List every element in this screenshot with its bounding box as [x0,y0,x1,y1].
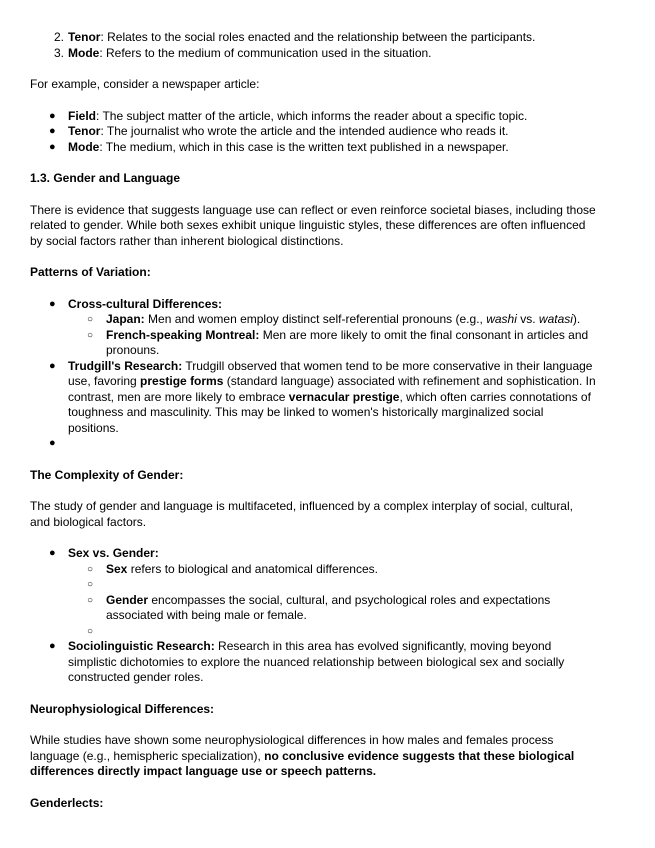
term-definition: : The medium, which in this case is the written text published in a newspaper. [99,139,509,154]
complexity-paragraph: The study of gender and language is multifaceted, influenced by a complex interplay of social, cultural, and biological factors. [30,499,573,529]
complexity-heading [30,468,596,484]
section-heading-text: 1.3. Gender and Language [30,171,181,185]
neuro-paragraph: While studies have shown some neurophysiological differences in how males and females process language (e.g., hemispheric specialization), no conclusive evidence suggests that these biological differences directly impact language use or speech patterns. [30,733,575,778]
bullet-icon: ● [49,359,56,372]
bullet-icon: ● [49,140,56,153]
list-item: ○ French-speaking Montreal: Men are more likely to omit the final consonant in articles and pronouns. [87,327,589,357]
sex-gender-label: Sex vs. Gender: [68,546,159,560]
empty-list-item [68,624,596,640]
list-item [30,46,596,62]
list-number: 3. [53,45,64,60]
term-definition: : The subject matter of the article, which informs the reader about a specific topic. [96,108,528,123]
circle-bullet-icon: ○ [87,314,94,325]
list-item [30,109,596,125]
term-label: Mode [68,45,100,60]
circle-bullet-icon: ○ [87,625,94,637]
cross-cultural-sublist [68,312,596,359]
term-label: Tenor [68,124,101,138]
empty-list-item [30,436,596,452]
bullet-icon: ● [49,640,56,652]
intro-paragraph: There is evidence that suggests language use can reflect or even reinforce societal biases, including those related to gender. While both sexes exhibit unique linguistic styles, these differences are often influenced by social factors rather than inherent biological distinctions. [30,202,596,248]
neuro-heading-text: Neurophysiological Differences: [30,701,215,716]
document-page [30,30,596,811]
montreal-label: French-speaking Montreal: [106,327,260,342]
circle-bullet-icon: ○ [87,579,94,590]
socio-label: Sociolinguistic Research: [68,639,215,653]
genderlects-heading-text: Genderlects: [30,795,104,810]
circle-bullet-icon: ○ [87,563,94,575]
section-heading [30,171,596,187]
term-label: Tenor [68,30,101,44]
bullet-icon: ● [49,547,56,559]
example-intro: For example, consider a newspaper article: [30,77,260,91]
term-label: Mode [68,139,100,154]
trudgill-label: Trudgill's Research: [68,358,183,373]
term-definition: : Refers to the medium of communication used in the situation. [99,45,432,60]
patterns-heading-text: Patterns of Variation: [30,265,151,279]
bullet-icon: ● [49,109,56,122]
sex-gender-sublist [68,562,596,640]
term-definition: : Relates to the social roles enacted and the relationship between the participants. [100,30,536,44]
bullet-icon: ● [49,297,56,310]
list-item: ● Trudgill's Research: Trudgill observed that women tend to be more conservative in their language use, favoring prestige forms (standard language) associated with refinement and sophistication. In contrast, men are more likely to embrace vernacular prestige, which often carries connotations of toughness and masculinity. This may be linked to women's historically marginalized social positions. [49,358,596,435]
empty-list-item [68,577,596,593]
circle-bullet-icon: ○ [87,594,94,606]
complexity-list [30,546,596,686]
list-item: ● Sociolinguistic Research: Research in this area has evolved significantly, moving beyond simplistic dichotomies to explore the nuanced relationship between biological sex and socially constructed gender roles. [49,639,565,684]
register-list [30,30,596,61]
bullet-icon: ● [49,125,56,137]
complexity-heading-text: The Complexity of Gender: [30,467,184,482]
list-item [30,546,596,639]
japan-label: Japan: [106,312,145,326]
patterns-list [30,297,596,452]
list-item [30,140,596,156]
circle-bullet-icon: ○ [87,329,94,341]
term-label: Field [68,108,97,123]
list-item [30,297,596,359]
genderlects-heading [30,796,596,812]
bullet-icon: ● [49,437,56,449]
list-item: ○ Gender encompasses the social, cultural, and psychological roles and expectations associated with being male or female. [87,592,551,622]
patterns-heading [30,265,596,281]
list-item: ○ Japan: Men and women employ distinct self-referential pronouns (e.g., washi vs. watasi). [87,312,581,326]
cross-cultural-label: Cross-cultural Differences: [68,296,223,311]
term-definition: : The journalist who wrote the article and the intended audience who reads it. [100,124,509,138]
list-number: 2. [53,30,64,44]
neuro-heading [30,702,596,718]
list-item [30,30,596,46]
example-list [30,109,596,156]
list-item [30,124,596,140]
list-item: ○ Sex refers to biological and anatomical differences. [87,561,378,576]
